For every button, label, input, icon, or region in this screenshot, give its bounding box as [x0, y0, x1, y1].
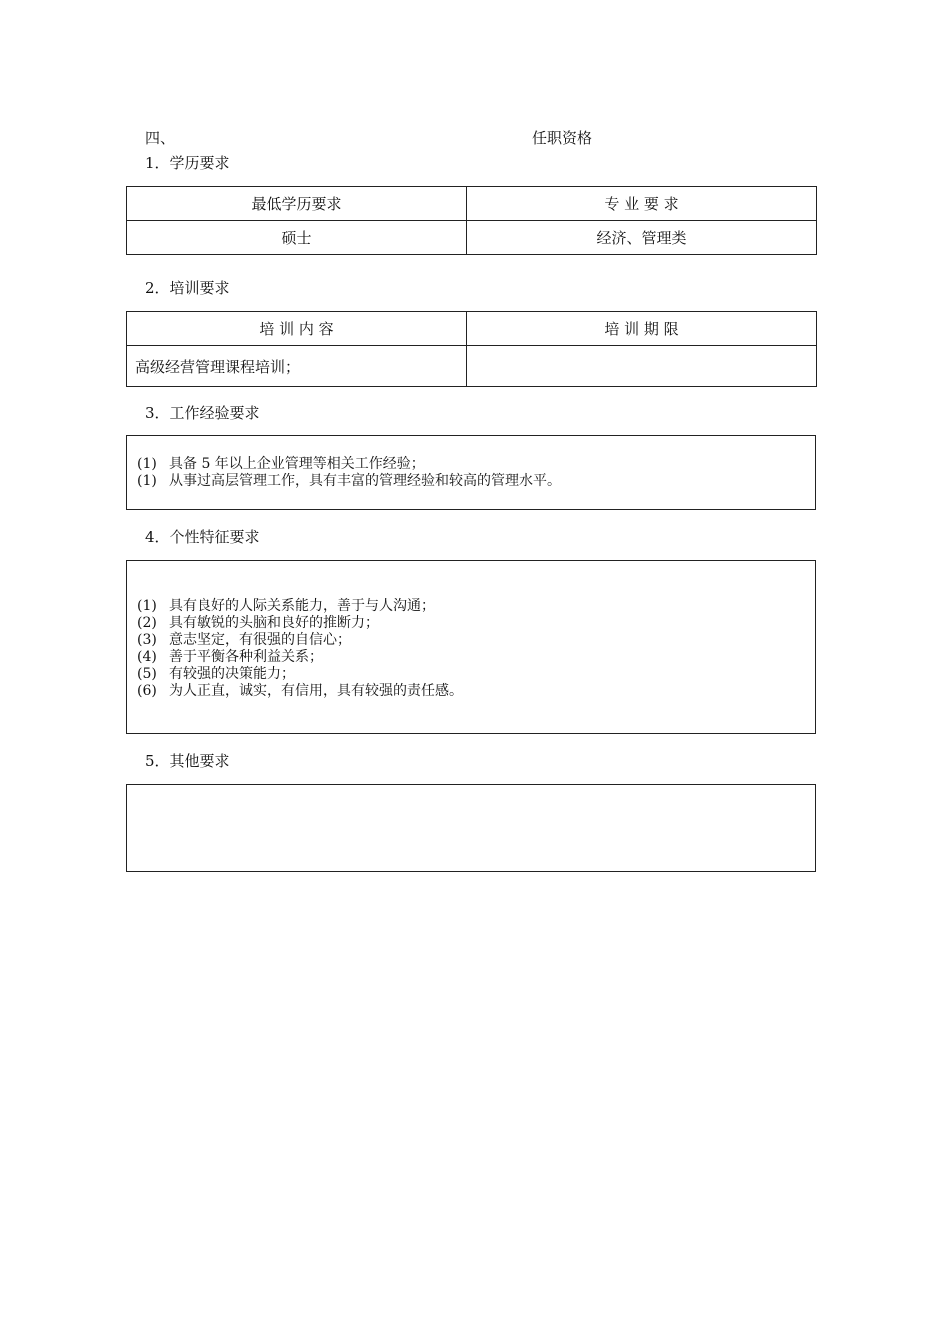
section-title: 任职资格 — [532, 129, 593, 147]
item-text: 从事过高层管理工作，具有丰富的管理经验和较高的管理水平。 — [169, 473, 561, 489]
item-number: (3) — [137, 632, 157, 648]
experience-list — [137, 456, 561, 490]
education-table — [126, 186, 817, 255]
major-header: 专 业 要 求 — [467, 187, 817, 221]
list-item — [137, 473, 561, 490]
min-education-value: 硕士 — [127, 221, 467, 255]
item-text: 有较强的决策能力； — [169, 666, 295, 682]
item-text: 善于平衡各种利益关系； — [169, 649, 323, 665]
training-content-value: 高级经营管理课程培训； — [127, 346, 467, 387]
list-item — [137, 598, 463, 615]
training-value-row — [127, 346, 817, 387]
list-item — [137, 666, 463, 683]
item-number: (4) — [137, 649, 157, 665]
item-text: 为人正直，诚实，有信用，具有较强的责任感。 — [169, 683, 463, 699]
list-item — [137, 615, 463, 632]
item-number: (6) — [137, 683, 157, 699]
experience-box — [126, 435, 816, 510]
training-period-value — [467, 346, 817, 387]
list-item — [137, 456, 561, 473]
training-table — [126, 311, 817, 387]
major-value: 经济、管理类 — [467, 221, 817, 255]
item-text: 具备 5 年以上企业管理等相关工作经验； — [169, 456, 425, 472]
item-number: (1) — [137, 473, 157, 489]
item-number: (1) — [137, 456, 157, 472]
item-text: 具有敏锐的头脑和良好的推断力； — [169, 615, 379, 631]
item-text: 意志坚定，有很强的自信心； — [169, 632, 351, 648]
training-content-header: 培 训 内 容 — [127, 312, 467, 346]
education-header-row — [127, 187, 817, 221]
experience-label: 3．工作经验要求 — [145, 404, 260, 422]
personality-list — [137, 598, 463, 700]
item-text: 具有良好的人际关系能力，善于与人沟通； — [169, 598, 435, 614]
personality-box — [126, 560, 816, 734]
section-number: 四、 — [145, 129, 176, 147]
training-period-header: 培 训 期 限 — [467, 312, 817, 346]
min-education-header: 最低学历要求 — [127, 187, 467, 221]
education-label: 1．学历要求 — [145, 154, 230, 172]
other-box — [126, 784, 816, 872]
training-label: 2．培训要求 — [145, 279, 230, 297]
personality-label: 4．个性特征要求 — [145, 528, 260, 546]
list-item — [137, 683, 463, 700]
other-label: 5．其他要求 — [145, 752, 230, 770]
item-number: (5) — [137, 666, 157, 682]
list-item — [137, 632, 463, 649]
list-item — [137, 649, 463, 666]
item-number: (2) — [137, 615, 157, 631]
training-header-row — [127, 312, 817, 346]
education-value-row — [127, 221, 817, 255]
item-number: (1) — [137, 598, 157, 614]
